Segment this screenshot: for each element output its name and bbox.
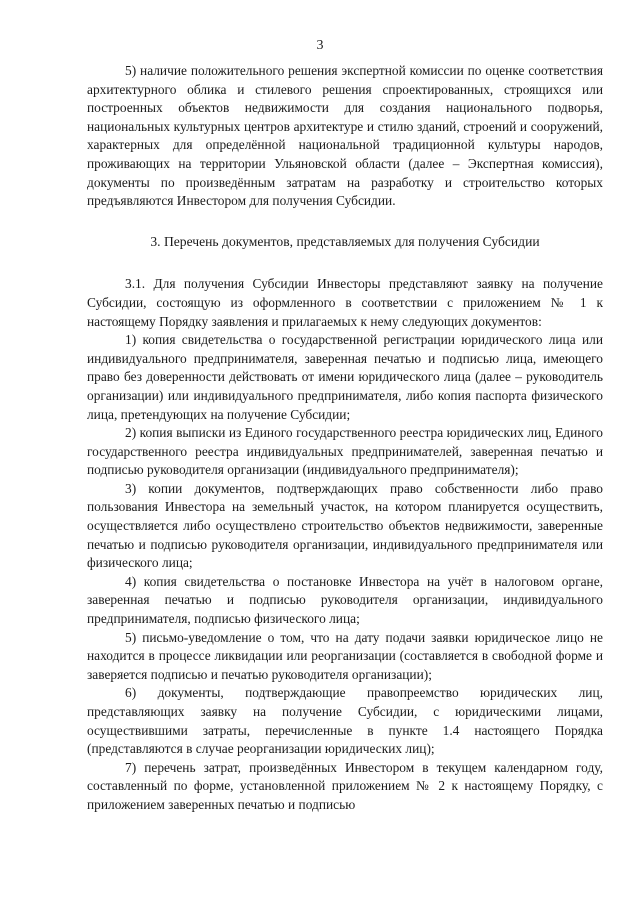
paragraph-3-1: 3.1. Для получения Субсидии Инвесторы представляют заявку на получение Субсидии, состоящую из оформленного в соответствии с приложением № 1 к настоящему Порядку заявления и прилагаемых к нему следующих документов: (87, 276, 603, 329)
list-item-2: 2) копия выписки из Единого государственного реестра юридических лиц, Единого государственного реестра индивидуальных предпринимателей, заверенная печатью и подписью руководителя организации (индивидуального предпринимателя); (87, 425, 603, 478)
section-heading: 3. Перечень документов, представляемых для получения Субсидии (150, 233, 540, 249)
document-body (87, 62, 603, 815)
page-number: 3 (316, 38, 324, 53)
list-item-4: 4) копия свидетельства о постановке Инвестора на учёт в налоговом органе, заверенная печатью и подписью руководителя организации, индивидуального предпринимателя, подписью физического лица; (87, 573, 603, 627)
list-item-5: 5) письмо-уведомление о том, что на дату подачи заявки юридическое лицо не находится в процессе ликвидации или реорганизации (составляется в свободной форме и заверяется подписью и печатью руководителя организации); (87, 629, 603, 682)
list-item-1: 1) копия свидетельства о государственной регистрации юридического лица или индивидуального предпринимателя, заверенная печатью и подписью лица, имеющего право без доверенности действовать от имени юридического лица (далее – руководитель организации) или индивидуального предпринимателя, либо копия паспорта физического лица, претендующих на получение Субсидии; (87, 332, 603, 422)
list-item-7: 7) перечень затрат, произведённых Инвестором в текущем календарном году, составленный по форме, установленной приложением № 2 к настоящему Порядку, с приложением заверенных печатью и подписью (87, 759, 603, 812)
list-item-6: 6) документы, подтверждающие правопреемство юридических лиц, представляющих заявку на получение Субсидии, с юридическими лицами, осуществившими затраты, перечисленные в пункте 1.4 настоящего Порядка (представляются в случае реорганизации юридических лиц); (87, 685, 603, 757)
list-item-3: 3) копии документов, подтверждающих право собственности либо право пользования Инвестора на земельный участок, на котором планируется осуществить, осуществляется либо осуществлено строительство объектов недвижимости, заверенные печатью и подписью руководителя организации, индивидуального предпринимателя или физического лица; (87, 480, 603, 571)
paragraph-expert-commission: 5) наличие положительного решения экспертной комиссии по оценке соответствия архитектурного облика и стилевого решения спроектированных, строящихся или построенных объектов недвижимости для создания национального подворья, национальных культурных центров архитектуре и стилю зданий, строений и сооружений, характерных для определённой национальной традиционной культуры народов, проживающих на территории Ульяновской области (далее – Экспертная комиссия), документы по произведённым затратам на разработку и строительство которых предъявляются Инвестором для получения Субсидии. (87, 63, 603, 209)
